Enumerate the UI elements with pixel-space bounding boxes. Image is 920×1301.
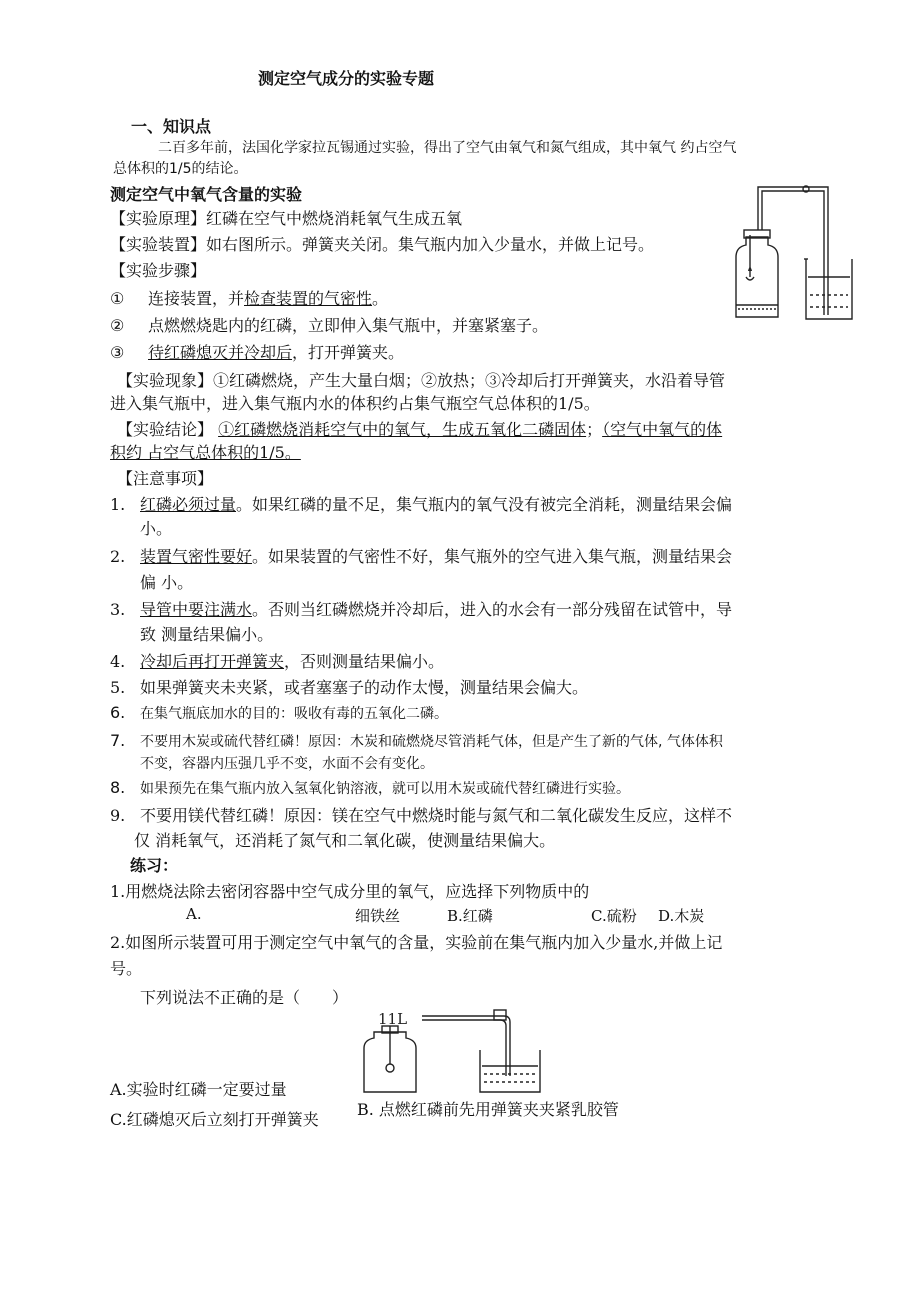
note-item <box>110 703 448 723</box>
step-marker: ① <box>110 289 125 308</box>
note-number: 9. <box>110 806 126 825</box>
note-item <box>110 492 732 515</box>
practice-heading: 练习： <box>130 856 179 875</box>
conclusion-line-1 <box>117 417 722 440</box>
note-number: 5. <box>110 678 126 697</box>
note-text: 不要用镁代替红磷！原因：镁在空气中燃烧时能与氮气和二氧化碳发生反应，这样不 <box>140 806 733 825</box>
step-item <box>110 286 388 309</box>
note-text: 。否则当红磷燃烧并冷却后，进入的水会有一部分残留在试管中，导 <box>252 600 733 619</box>
question-2-option-b: B. 点燃红磷前先用弹簧夹夹紧乳胶管 <box>357 1100 619 1119</box>
note-number: 2. <box>110 547 126 566</box>
notes-heading: 【注意事项】 <box>117 469 214 488</box>
note-item <box>110 544 732 567</box>
conclusion-separator: ； <box>586 420 603 439</box>
steps-heading: 【实验步骤】 <box>110 261 207 280</box>
step-item <box>110 340 404 363</box>
intro-line-2: 总体积的1/5的结论。 <box>113 161 248 177</box>
page-title: 测定空气成分的实验专题 <box>258 69 435 88</box>
section-heading: 一、知识点 <box>131 117 212 136</box>
note-number: 7. <box>110 731 126 750</box>
question-2-stem-1: 2.如图所示装置可用于测定空气中氧气的含量，实验前在集气瓶内加入少量水,并做上记 <box>110 933 723 952</box>
question-2-option-c: C.红磷熄灭后立刻打开弹簧夹 <box>110 1110 319 1129</box>
experiment-principle: 【实验原理】红磷在空气中燃烧消耗氧气生成五氧 <box>110 209 463 228</box>
note-number: 6. <box>110 703 126 722</box>
note-text: 。如果装置的气密性不好，集气瓶外的空气进入集气瓶，测量结果会 <box>252 547 733 566</box>
question-2-option-a: A.实验时红磷一定要过量 <box>110 1080 287 1099</box>
step-underlined: 待红磷熄灭并冷却后 <box>148 343 293 362</box>
note-text: 如果弹簧夹未夹紧，或者塞塞子的动作太慢，测量结果会偏大。 <box>140 678 589 697</box>
note-underlined: 冷却后再打开弹簧夹 <box>140 652 285 671</box>
note-continuation: 小。 <box>140 519 173 538</box>
intro-line-1: 二百多年前，法国化学家拉瓦锡通过实验，得出了空气由氧气和氮气组成，其中氧气 约占空气 <box>158 140 737 156</box>
note-text: 在集气瓶底加水的目的：吸收有毒的五氧化二磷。 <box>140 706 448 722</box>
question-2-diagram <box>360 1008 560 1096</box>
conclusion-underlined-1: ①红磷燃烧消耗空气中的氧气，生成五氧化二磷固体 <box>218 420 587 439</box>
conclusion-label: 【实验结论】 <box>117 420 219 439</box>
question-2-stem-2: 号。 <box>110 959 143 978</box>
conclusion-underlined-2: （空气中氧气的体 <box>602 420 723 439</box>
note-text: ，否则测量结果偏小。 <box>284 652 445 671</box>
note-number: 3. <box>110 600 126 619</box>
note-continuation: 偏 小。 <box>140 573 194 592</box>
note-underlined: 导管中要注满水 <box>140 600 253 619</box>
note-item <box>110 649 444 672</box>
note-continuation: 致 测量结果偏小。 <box>140 625 274 644</box>
phenomenon-line-2: 进入集气瓶中，进入集气瓶内水的体积约占集气瓶空气总体积的1/5。 <box>110 394 600 413</box>
note-number: 8. <box>110 778 126 797</box>
apparatus-diagram <box>728 185 856 325</box>
step-marker: ③ <box>110 343 125 362</box>
figure-label: 11L <box>378 1010 408 1028</box>
note-item <box>110 675 588 698</box>
note-text: 。如果红磷的量不足，集气瓶内的氧气没有被完全消耗，测量结果会偏 <box>236 495 733 514</box>
step-text: 连接装置，并 <box>148 289 245 308</box>
question-1-stem: 1.用燃烧法除去密闭容器中空气成分里的氧气，应选择下列物质中的 <box>110 882 590 901</box>
step-underlined: 检查装置的气密性 <box>244 289 373 308</box>
note-text: 如果预先在集气瓶内放入氢氧化钠溶液，就可以用木炭或硫代替红磷进行实验。 <box>140 781 630 797</box>
note-continuation: 仅 消耗氧气，还消耗了氮气和二氧化碳，使测量结果偏大。 <box>134 831 556 850</box>
question-1-option-c: C.硫粉 <box>591 907 637 925</box>
flame-icon <box>748 267 752 271</box>
note-item <box>110 597 732 620</box>
note-continuation: 不变，容器内压强几乎不变，水面不会有变化。 <box>140 756 434 772</box>
note-underlined: 红磷必须过量 <box>140 495 237 514</box>
note-item <box>110 731 723 751</box>
question-2-prompt: 下列说法不正确的是（ ） <box>140 988 349 1007</box>
step-text-end: 。 <box>372 289 389 308</box>
step-item <box>110 313 548 336</box>
note-text: 不要用木炭或硫代替红磷！原因：木炭和硫燃烧尽管消耗气体，但是产生了新的气体, 气体体积 <box>140 734 723 750</box>
question-1-option-a-label: A. <box>186 905 202 923</box>
conclusion-line-2: 积约 占空气总体积的1/5。 <box>110 443 301 462</box>
experiment-heading: 测定空气中氧气含量的实验 <box>110 185 303 204</box>
note-item <box>110 778 630 798</box>
question-1-option-d: D.木炭 <box>658 907 705 925</box>
note-underlined: 装置气密性要好 <box>140 547 253 566</box>
step-text-end: ，打开弹簧夹。 <box>292 343 405 362</box>
note-number: 1. <box>110 495 126 514</box>
note-number: 4. <box>110 652 126 671</box>
question-1-option-b: B.红磷 <box>447 907 493 925</box>
note-item <box>110 803 732 826</box>
step-marker: ② <box>110 316 125 335</box>
step-text: 点燃燃烧匙内的红磷，立即伸入集气瓶中，并塞紧塞子。 <box>148 316 549 335</box>
question-1-option-a: 细铁丝 <box>355 907 401 925</box>
phenomenon-line-1: 【实验现象】①红磷燃烧，产生大量白烟；②放热；③冷却后打开弹簧夹，水沿着导管 <box>117 371 726 390</box>
experiment-apparatus: 【实验装置】如右图所示。弹簧夹关闭。集气瓶内加入少量水，并做上记号。 <box>110 235 655 254</box>
